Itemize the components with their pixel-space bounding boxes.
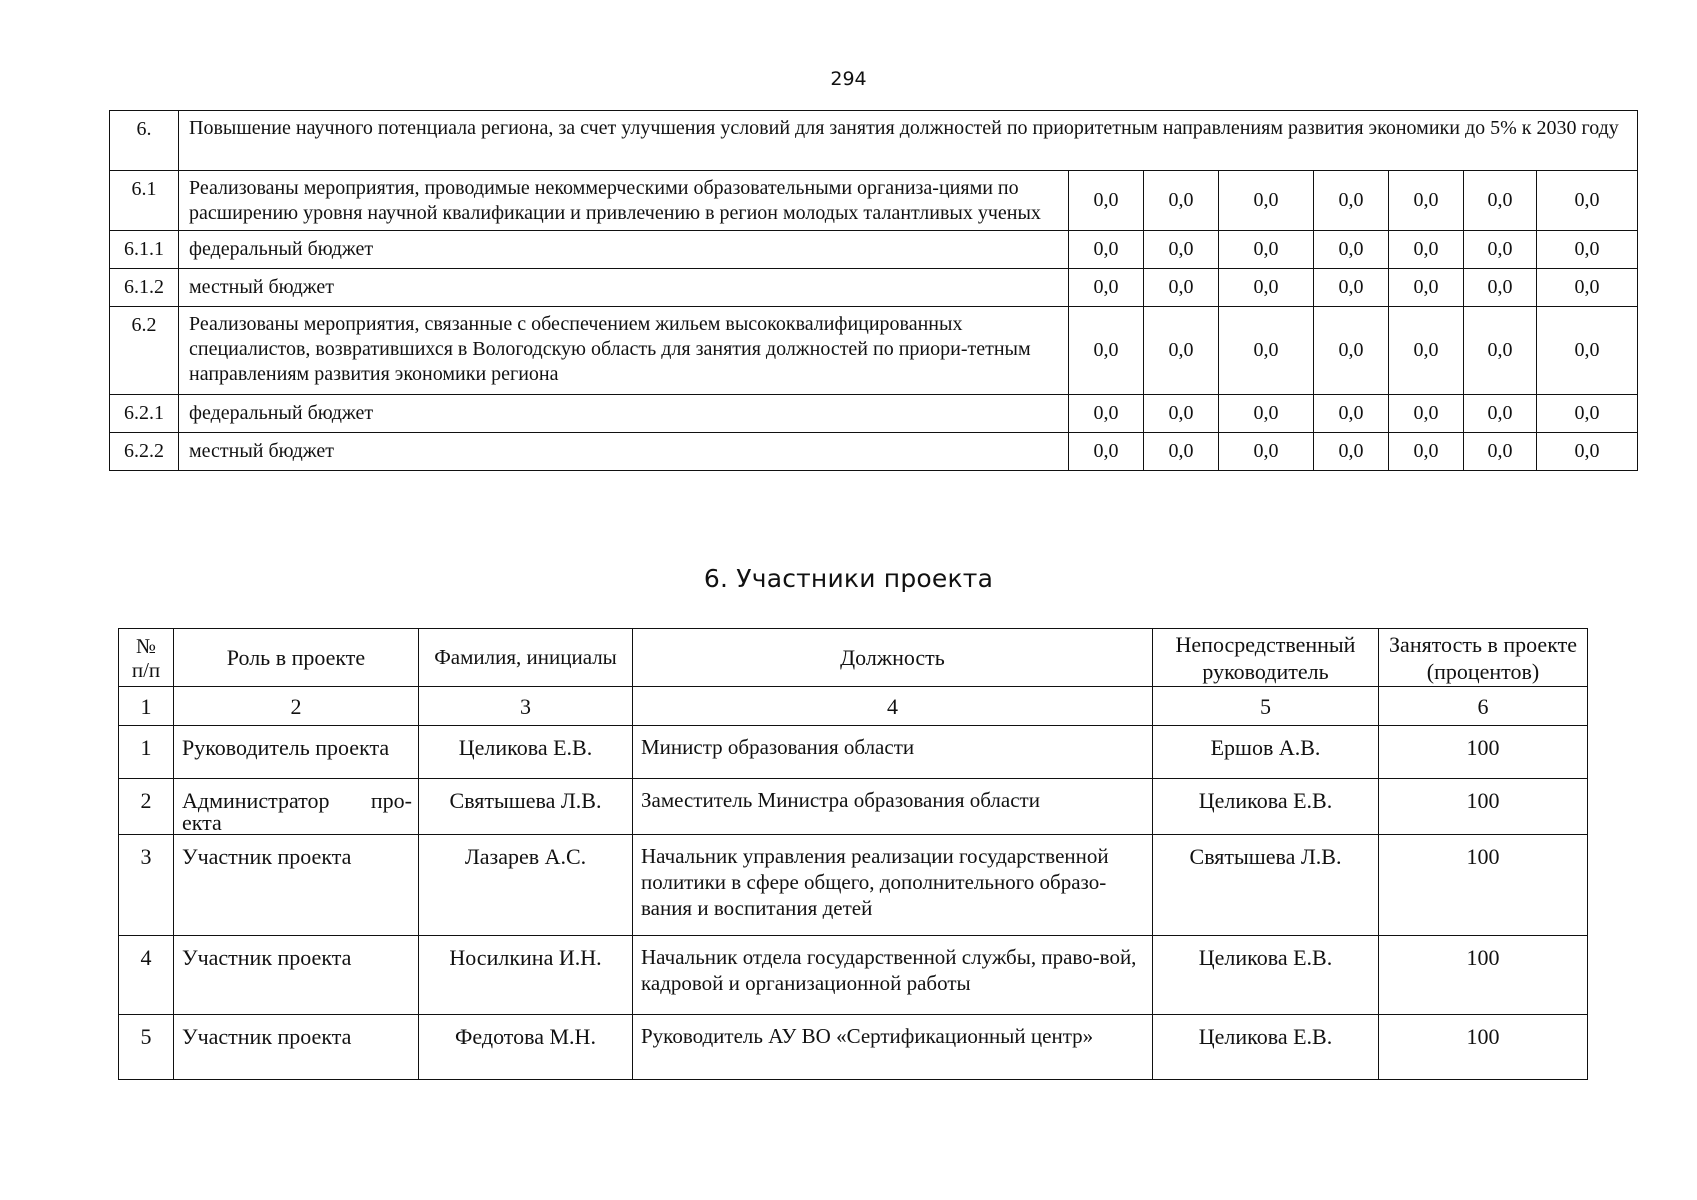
row-position: Начальник управления реализации государственной политики в сфере общего, дополнительного образо-вания и воспитания детей (633, 835, 1153, 936)
value-cell: 0,0 (1389, 307, 1464, 395)
row-manager: Целикова Е.В. (1153, 936, 1379, 1015)
row-manager: Ершов А.В. (1153, 726, 1379, 779)
value-cell: 0,0 (1144, 269, 1219, 307)
index-cell: 6 (1379, 687, 1588, 726)
header-share: Занятость в проекте (процентов) (1379, 629, 1588, 687)
page-number: 294 (830, 68, 867, 90)
header-number: № п/п (119, 629, 174, 687)
value-cell: 0,0 (1389, 395, 1464, 433)
value-cell: 0,0 (1314, 269, 1389, 307)
value-cell: 0,0 (1537, 171, 1638, 231)
row-manager: Целикова Е.В. (1153, 1015, 1379, 1080)
row-manager: Целикова Е.В. (1153, 779, 1379, 835)
row-description: федеральный бюджет (179, 395, 1069, 433)
value-cell: 0,0 (1314, 171, 1389, 231)
value-cell: 0,0 (1537, 231, 1638, 269)
value-cell: 0,0 (1069, 307, 1144, 395)
table-row (119, 726, 1588, 779)
index-cell: 1 (119, 687, 174, 726)
value-cell: 0,0 (1144, 307, 1219, 395)
value-cell: 0,0 (1069, 269, 1144, 307)
value-cell: 0,0 (1144, 433, 1219, 471)
table-row (119, 779, 1588, 835)
row-role-part: Администратор (182, 788, 330, 813)
value-cell: 0,0 (1069, 231, 1144, 269)
row-number: 1 (119, 726, 174, 779)
header-manager: Непосредственный руководитель (1153, 629, 1379, 687)
index-cell: 5 (1153, 687, 1379, 726)
value-cell: 0,0 (1464, 231, 1537, 269)
value-cell: 0,0 (1144, 171, 1219, 231)
participants-header-row (119, 629, 1588, 687)
row-share: 100 (1379, 936, 1588, 1015)
value-cell: 0,0 (1219, 433, 1314, 471)
row-number: 6.2.1 (110, 395, 179, 433)
budget-section-row (110, 111, 1638, 171)
value-cell: 0,0 (1144, 395, 1219, 433)
row-share: 100 (1379, 726, 1588, 779)
value-cell: 0,0 (1069, 433, 1144, 471)
row-position: Руководитель АУ ВО «Сертификационный центр» (633, 1015, 1153, 1080)
row-share: 100 (1379, 835, 1588, 936)
row-role-part: екта (182, 810, 222, 835)
table-row (110, 269, 1638, 307)
row-number: 6.2 (110, 307, 179, 395)
row-description: федеральный бюджет (179, 231, 1069, 269)
table-row (110, 307, 1638, 395)
row-number: 3 (119, 835, 174, 936)
section-heading: 6. Участники проекта (703, 564, 994, 593)
value-cell: 0,0 (1464, 307, 1537, 395)
row-role-part: про- (370, 788, 412, 813)
value-cell: 0,0 (1314, 395, 1389, 433)
table-row (110, 171, 1638, 231)
row-number: 6. (110, 111, 179, 171)
table-row (110, 395, 1638, 433)
row-number: 4 (119, 936, 174, 1015)
value-cell: 0,0 (1537, 395, 1638, 433)
row-position: Заместитель Министра образования области (633, 779, 1153, 835)
table-row (110, 231, 1638, 269)
row-role: Руководитель проекта (174, 726, 419, 779)
table-row (119, 1015, 1588, 1080)
value-cell: 0,0 (1464, 171, 1537, 231)
row-number: 6.1.2 (110, 269, 179, 307)
value-cell: 0,0 (1314, 307, 1389, 395)
value-cell: 0,0 (1537, 269, 1638, 307)
row-number: 2 (119, 779, 174, 835)
row-description: местный бюджет (179, 433, 1069, 471)
row-role: Участник проекта (174, 835, 419, 936)
row-description: Реализованы мероприятия, связанные с обеспечением жильем высококвалифицированных специалистов, возвратившихся в Вологодскую область для занятия должностей по приори-тетным направлениям развития экономики региона (179, 307, 1069, 395)
value-cell: 0,0 (1144, 231, 1219, 269)
value-cell: 0,0 (1464, 269, 1537, 307)
table-row (110, 433, 1638, 471)
row-name: Федотова М.Н. (419, 1015, 633, 1080)
section-title: Повышение научного потенциала региона, за счет улучшения условий для занятия должностей по приоритетным направлениям развития экономики до 5% к 2030 году (179, 111, 1638, 171)
value-cell: 0,0 (1219, 269, 1314, 307)
row-description: местный бюджет (179, 269, 1069, 307)
budget-table (109, 110, 1638, 471)
row-number: 6.1.1 (110, 231, 179, 269)
row-name: Целикова Е.В. (419, 726, 633, 779)
value-cell: 0,0 (1314, 231, 1389, 269)
row-number: 5 (119, 1015, 174, 1080)
value-cell: 0,0 (1219, 171, 1314, 231)
value-cell: 0,0 (1219, 307, 1314, 395)
row-role: Участник проекта (174, 936, 419, 1015)
table-row (119, 835, 1588, 936)
row-role: Участник проекта (174, 1015, 419, 1080)
value-cell: 0,0 (1537, 433, 1638, 471)
header-name: Фамилия, инициалы (419, 629, 633, 687)
row-share: 100 (1379, 779, 1588, 835)
row-manager: Святышева Л.В. (1153, 835, 1379, 936)
value-cell: 0,0 (1464, 433, 1537, 471)
row-position: Начальник отдела государственной службы, право-вой, кадровой и организационной работы (633, 936, 1153, 1015)
participants-index-row (119, 687, 1588, 726)
value-cell: 0,0 (1389, 231, 1464, 269)
header-role: Роль в проекте (174, 629, 419, 687)
header-position: Должность (633, 629, 1153, 687)
index-cell: 3 (419, 687, 633, 726)
row-name: Носилкина И.Н. (419, 936, 633, 1015)
row-number: 6.2.2 (110, 433, 179, 471)
value-cell: 0,0 (1389, 433, 1464, 471)
index-cell: 2 (174, 687, 419, 726)
value-cell: 0,0 (1069, 395, 1144, 433)
row-name: Святышева Л.В. (419, 779, 633, 835)
value-cell: 0,0 (1219, 395, 1314, 433)
row-number: 6.1 (110, 171, 179, 231)
value-cell: 0,0 (1219, 231, 1314, 269)
participants-table (118, 628, 1588, 1080)
row-description: Реализованы мероприятия, проводимые некоммерческими образовательными организа-циями по расширению уровня научной квалификации и привлечению в регион молодых талантливых ученых (179, 171, 1069, 231)
value-cell: 0,0 (1464, 395, 1537, 433)
row-role (174, 779, 419, 835)
value-cell: 0,0 (1314, 433, 1389, 471)
row-position: Министр образования области (633, 726, 1153, 779)
value-cell: 0,0 (1069, 171, 1144, 231)
value-cell: 0,0 (1389, 269, 1464, 307)
table-row (119, 936, 1588, 1015)
row-name: Лазарев А.С. (419, 835, 633, 936)
value-cell: 0,0 (1537, 307, 1638, 395)
row-share: 100 (1379, 1015, 1588, 1080)
value-cell: 0,0 (1389, 171, 1464, 231)
index-cell: 4 (633, 687, 1153, 726)
